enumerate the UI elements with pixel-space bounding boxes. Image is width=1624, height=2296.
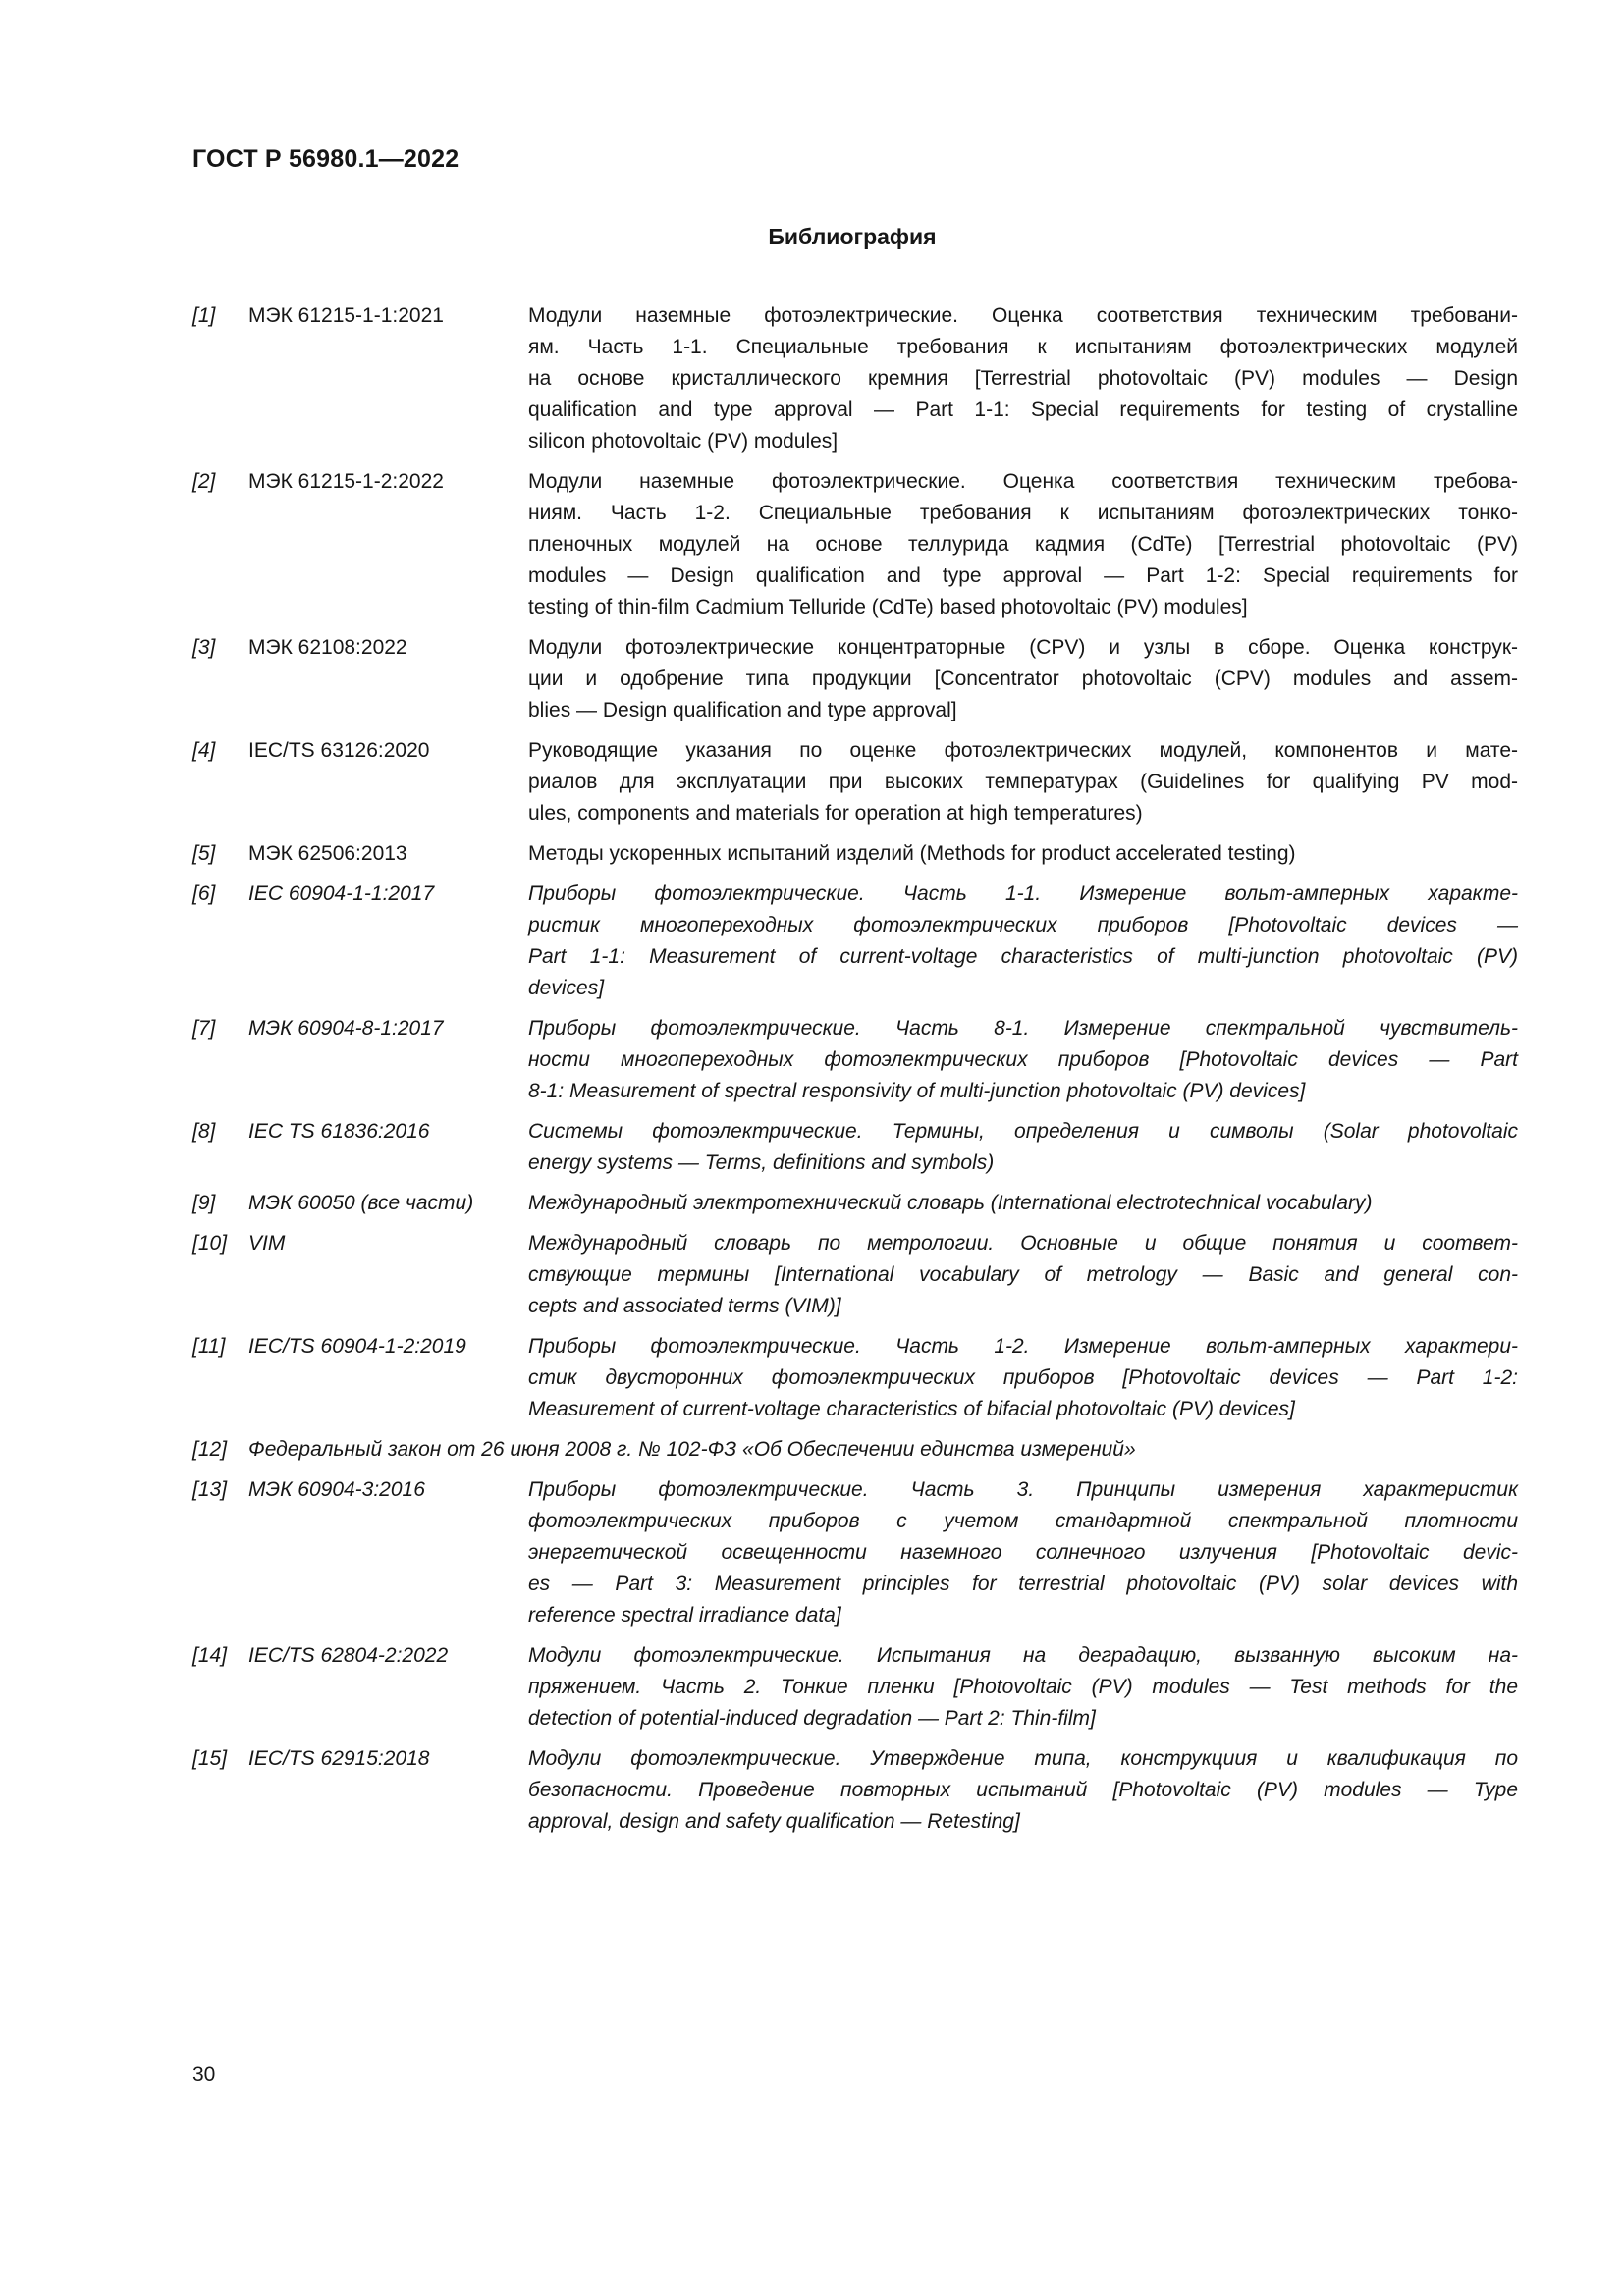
reference-text-line: energy systems — Terms, definitions and symbols) bbox=[528, 1151, 995, 1174]
reference-text bbox=[528, 1640, 1518, 1735]
reference-text-line: фотоэлектрических приборов с учетом стандартной спектральной плотности bbox=[528, 1510, 1518, 1532]
reference-text-line: Модули фотоэлектрические. Испытания на деградацию, вызванную высоким на- bbox=[528, 1644, 1518, 1667]
reference-text-line: ствующие термины [International vocabulary of metrology — Basic and general con- bbox=[528, 1263, 1518, 1286]
reference-item bbox=[192, 879, 1528, 1004]
reference-text bbox=[528, 838, 1518, 870]
reference-item bbox=[192, 1013, 1528, 1107]
reference-text-line: ниям. Часть 1-2. Специальные требования к испытаниям фотоэлектрических тонко- bbox=[528, 502, 1518, 524]
reference-text-line: Международный электротехнический словарь (International electrotechnical vocabulary) bbox=[528, 1192, 1373, 1214]
reference-text-line: Международный словарь по метрологии. Основные и общие понятия и соответ- bbox=[528, 1232, 1518, 1255]
reference-text-line: пряжением. Часть 2. Тонкие пленки [Photovoltaic (PV) modules — Test methods for the bbox=[528, 1676, 1518, 1698]
reference-number: [11] bbox=[192, 1335, 226, 1358]
reference-item bbox=[192, 1228, 1528, 1322]
reference-designation: IEC TS 61836:2016 bbox=[248, 1120, 430, 1143]
reference-text-line: риалов для эксплуатации при высоких температурах (Guidelines for qualifying PV mod- bbox=[528, 771, 1518, 793]
reference-item bbox=[192, 1640, 1528, 1735]
reference-item bbox=[192, 735, 1528, 829]
bibliography-title: Библиография bbox=[768, 224, 937, 249]
reference-designation: МЭК 60050 (все части) bbox=[248, 1192, 474, 1214]
reference-number: [15] bbox=[192, 1747, 228, 1770]
reference-number: [4] bbox=[192, 739, 216, 762]
reference-designation: IEC/TS 63126:2020 bbox=[248, 739, 430, 762]
reference-text bbox=[528, 632, 1518, 726]
reference-text-line: modules — Design qualification and type approval — Part 1-2: Special requirements for bbox=[528, 564, 1518, 587]
reference-designation: IEC/TS 62915:2018 bbox=[248, 1747, 430, 1770]
reference-text-line: 8-1: Measurement of spectral responsivity of multi-junction photovoltaic (PV) devices] bbox=[528, 1080, 1306, 1102]
reference-item bbox=[192, 632, 1528, 726]
reference-item bbox=[192, 1743, 1528, 1838]
reference-text bbox=[528, 1331, 1518, 1425]
reference-item bbox=[192, 300, 1528, 457]
reference-number: [8] bbox=[192, 1120, 216, 1143]
reference-text-line: ристик многопереходных фотоэлектрических приборов [Photovoltaic devices — bbox=[528, 914, 1518, 936]
reference-number: [12] bbox=[192, 1438, 228, 1461]
reference-text bbox=[528, 1228, 1518, 1322]
reference-designation: VIM bbox=[248, 1232, 286, 1255]
reference-text-line: пленочных модулей на основе теллурида кадмия (CdTe) [Terrestrial photovoltaic (PV) bbox=[528, 533, 1518, 556]
reference-text-line: es — Part 3: Measurement principles for terrestrial photovoltaic (PV) solar devices with bbox=[528, 1573, 1518, 1595]
reference-item bbox=[192, 466, 1528, 623]
reference-text bbox=[528, 1116, 1518, 1179]
reference-number: [10] bbox=[192, 1232, 228, 1255]
reference-text-line: approval, design and safety qualification — Retesting] bbox=[528, 1810, 1020, 1833]
reference-designation: МЭК 60904-3:2016 bbox=[248, 1478, 425, 1501]
reference-item bbox=[192, 1474, 1528, 1631]
reference-item bbox=[192, 1188, 1528, 1219]
reference-text-line: silicon photovoltaic (PV) modules] bbox=[528, 430, 839, 453]
reference-text-line: cepts and associated terms (VIM)] bbox=[528, 1295, 841, 1317]
reference-text-line: Руководящие указания по оценке фотоэлектрических модулей, компонентов и мате- bbox=[528, 739, 1518, 762]
reference-text bbox=[528, 1188, 1518, 1219]
reference-designation: IEC/TS 60904-1-2:2019 bbox=[248, 1335, 466, 1358]
reference-number: [3] bbox=[192, 636, 216, 659]
reference-text-line: Приборы фотоэлектрические. Часть 3. Принципы измерения характеристик bbox=[528, 1478, 1518, 1501]
references-list bbox=[192, 300, 1528, 1846]
reference-text bbox=[528, 1474, 1518, 1631]
reference-designation: МЭК 60904-8-1:2017 bbox=[248, 1017, 444, 1040]
reference-number: [13] bbox=[192, 1478, 228, 1501]
reference-text-line: Модули фотоэлектрические концентраторные (CPV) и узлы в сборе. Оценка конструк- bbox=[528, 636, 1518, 659]
reference-designation: IEC/TS 62804-2:2022 bbox=[248, 1644, 449, 1667]
reference-text-line: blies — Design qualification and type approval] bbox=[528, 699, 957, 721]
reference-text-line: ules, components and materials for operation at high temperatures) bbox=[528, 802, 1143, 825]
reference-text-line: Модули наземные фотоэлектрические. Оценка соответствия техническим требовани- bbox=[528, 304, 1518, 327]
reference-text-line: Модули наземные фотоэлектрические. Оценка соответствия техническим требова- bbox=[528, 470, 1518, 493]
reference-text bbox=[528, 466, 1518, 623]
reference-text-line: Методы ускоренных испытаний изделий (Methods for product accelerated testing) bbox=[528, 842, 1296, 865]
reference-text-line: detection of potential-induced degradation — Part 2: Thin-film] bbox=[528, 1707, 1096, 1730]
reference-item bbox=[192, 1434, 1528, 1466]
reference-text-line: Part 1-1: Measurement of current-voltage characteristics of multi-junction photovoltaic (PV) bbox=[528, 945, 1518, 968]
reference-number: [6] bbox=[192, 882, 216, 905]
reference-text bbox=[248, 1434, 1518, 1466]
reference-designation: МЭК 61215-1-2:2022 bbox=[248, 470, 444, 493]
reference-text-line: Приборы фотоэлектрические. Часть 1-2. Измерение вольт-амперных характери- bbox=[528, 1335, 1518, 1358]
reference-text-line: стик двусторонних фотоэлектрических приборов [Photovoltaic devices — Part 1-2: bbox=[528, 1366, 1518, 1389]
reference-number: [1] bbox=[192, 304, 216, 327]
reference-text-line: Федеральный закон от 26 июня 2008 г. № 102-ФЗ «Об Обеспечении единства измерений» bbox=[248, 1438, 1136, 1461]
reference-designation: МЭК 61215-1-1:2021 bbox=[248, 304, 444, 327]
reference-text-line: ности многопереходных фотоэлектрических приборов [Photovoltaic devices — Part bbox=[528, 1048, 1518, 1071]
reference-number: [14] bbox=[192, 1644, 228, 1667]
reference-text-line: reference spectral irradiance data] bbox=[528, 1604, 841, 1627]
reference-designation: IEC 60904-1-1:2017 bbox=[248, 882, 435, 905]
reference-text-line: qualification and type approval — Part 1-1: Special requirements for testing of crystalline bbox=[528, 399, 1518, 421]
reference-text-line: ям. Часть 1-1. Специальные требования к испытаниям фотоэлектрических модулей bbox=[528, 336, 1518, 358]
document-standard-code: ГОСТ Р 56980.1—2022 bbox=[192, 145, 460, 173]
reference-text-line: ции и одобрение типа продукции [Concentrator photovoltaic (CPV) modules and assem- bbox=[528, 667, 1518, 690]
reference-text-line: энергетической освещенности наземного солнечного излучения [Photovoltaic devic- bbox=[528, 1541, 1518, 1564]
reference-text bbox=[528, 735, 1518, 829]
reference-text bbox=[528, 1743, 1518, 1838]
reference-item bbox=[192, 1331, 1528, 1425]
reference-text-line: devices] bbox=[528, 977, 605, 999]
reference-number: [2] bbox=[192, 470, 216, 493]
reference-text bbox=[528, 300, 1518, 457]
reference-item bbox=[192, 838, 1528, 870]
reference-designation: МЭК 62506:2013 bbox=[248, 842, 407, 865]
reference-text-line: Модули фотоэлектрические. Утверждение типа, конструкциия и квалификация по bbox=[528, 1747, 1518, 1770]
reference-text-line: Measurement of current-voltage characteristics of bifacial photovoltaic (PV) devices] bbox=[528, 1398, 1295, 1420]
page-number: 30 bbox=[192, 2063, 216, 2086]
reference-text bbox=[528, 1013, 1518, 1107]
reference-designation: МЭК 62108:2022 bbox=[248, 636, 407, 659]
reference-text bbox=[528, 879, 1518, 1004]
reference-text-line: безопасности. Проведение повторных испытаний [Photovoltaic (PV) modules — Type bbox=[528, 1779, 1518, 1801]
reference-text-line: Системы фотоэлектрические. Термины, определения и символы (Solar photovoltaic bbox=[528, 1120, 1518, 1143]
reference-number: [9] bbox=[192, 1192, 216, 1214]
reference-text-line: Приборы фотоэлектрические. Часть 8-1. Измерение спектральной чувствитель- bbox=[528, 1017, 1518, 1040]
reference-text-line: на основе кристаллического кремния [Terrestrial photovoltaic (PV) modules — Design bbox=[528, 367, 1518, 390]
reference-text-line: testing of thin-film Cadmium Telluride (CdTe) based photovoltaic (PV) modules] bbox=[528, 596, 1248, 618]
reference-number: [5] bbox=[192, 842, 216, 865]
reference-number: [7] bbox=[192, 1017, 216, 1040]
reference-text-line: Приборы фотоэлектрические. Часть 1-1. Измерение вольт-амперных характе- bbox=[528, 882, 1518, 905]
reference-item bbox=[192, 1116, 1528, 1179]
